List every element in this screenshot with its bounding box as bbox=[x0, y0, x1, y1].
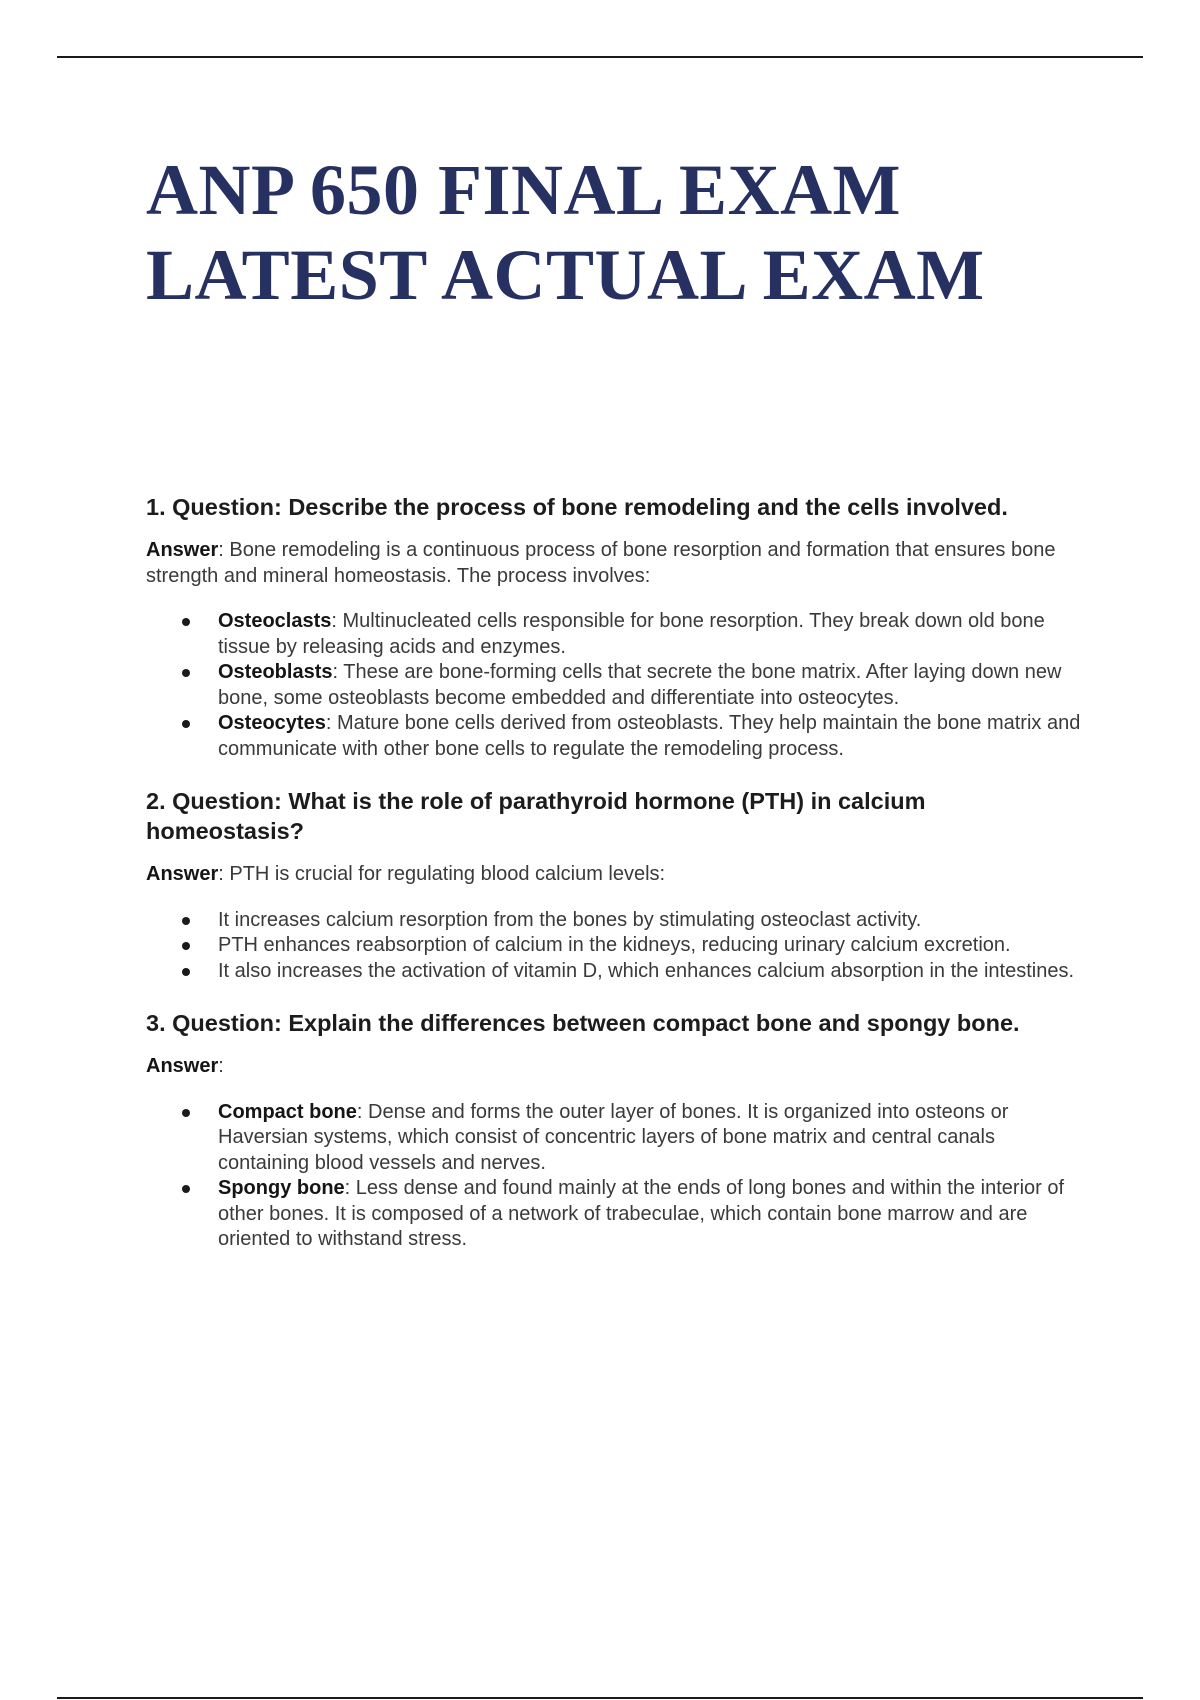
answer-paragraph bbox=[146, 1054, 1086, 1080]
item-text: : Multinucleated cells responsible for bone resorption. They break down old bone tissue by releasing acids and enzymes. bbox=[218, 610, 1045, 658]
list-item bbox=[218, 959, 1086, 985]
bullet-icon bbox=[182, 1185, 190, 1193]
item-text: It increases calcium resorption from the bones by stimulating osteoclast activity. bbox=[218, 908, 922, 931]
answer-label: Answer bbox=[146, 863, 219, 885]
answer-text: : Bone remodeling is a continuous process of bone resorption and formation that ensures bone strength and mineral homeostasis. The process involves: bbox=[146, 539, 1056, 587]
item-text: It also increases the activation of vitamin D, which enhances calcium absorption in the intestines. bbox=[218, 959, 1074, 982]
list-item bbox=[218, 711, 1086, 762]
question-3 bbox=[146, 1008, 1086, 1253]
list-item bbox=[218, 609, 1086, 660]
answer-paragraph bbox=[146, 538, 1086, 589]
item-text: PTH enhances reabsorption of calcium in the kidneys, reducing urinary calcium excretion. bbox=[218, 934, 1011, 956]
bullet-icon bbox=[182, 968, 190, 976]
item-text: : Dense and forms the outer layer of bones. It is organized into osteons or Haversian systems, which consist of concentric layers of bone matrix and central canals containing blood vessels and nerves. bbox=[218, 1100, 1009, 1174]
question-1 bbox=[146, 492, 1086, 762]
item-term: Spongy bone bbox=[218, 1177, 345, 1199]
bullet-icon bbox=[182, 669, 190, 677]
answer-list bbox=[146, 1100, 1086, 1253]
bullet-icon bbox=[182, 917, 190, 925]
answer-paragraph bbox=[146, 862, 1086, 888]
item-term: Osteocytes bbox=[218, 712, 326, 734]
item-term: Osteoclasts bbox=[218, 610, 332, 632]
answer-list bbox=[146, 609, 1086, 762]
list-item bbox=[218, 1176, 1086, 1253]
answer-list bbox=[146, 908, 1086, 985]
bullet-icon bbox=[182, 720, 190, 728]
question-2 bbox=[146, 786, 1086, 984]
bottom-rule bbox=[57, 1697, 1143, 1699]
question-heading: 3. Question: Explain the differences between compact bone and spongy bone. bbox=[146, 1010, 1020, 1036]
list-item bbox=[218, 660, 1086, 711]
item-term: Osteoblasts bbox=[218, 661, 333, 683]
title-line-1: ANP 650 FINAL EXAM bbox=[146, 150, 902, 230]
bullet-icon bbox=[182, 618, 190, 626]
list-item bbox=[218, 1100, 1086, 1177]
item-text: : Mature bone cells derived from osteoblasts. They help maintain the bone matrix and communicate with other bone cells to regulate the remodeling process. bbox=[218, 712, 1081, 760]
item-text: : These are bone-forming cells that secrete the bone matrix. After laying down new bone, some osteoblasts become embedded and differentiate into osteocytes. bbox=[218, 661, 1062, 709]
answer-text: : PTH is crucial for regulating blood calcium levels: bbox=[218, 863, 666, 885]
answer-text: : bbox=[218, 1055, 224, 1077]
document-title bbox=[146, 148, 1106, 318]
bullet-icon bbox=[182, 942, 190, 950]
answer-label: Answer bbox=[146, 1055, 219, 1077]
exam-content bbox=[146, 492, 1086, 1277]
answer-label: Answer bbox=[146, 539, 219, 561]
item-text: : Less dense and found mainly at the ends of long bones and within the interior of other bones. It is composed of a network of trabeculae, which contain bone marrow and are oriented to withstand stress. bbox=[218, 1177, 1065, 1250]
bullet-icon bbox=[182, 1109, 190, 1117]
question-heading: 2. Question: What is the role of parathyroid hormone (PTH) in calcium homeostasis? bbox=[146, 788, 926, 844]
item-term: Compact bone bbox=[218, 1100, 357, 1123]
title-line-2: LATEST ACTUAL EXAM bbox=[146, 235, 985, 315]
list-item bbox=[218, 933, 1086, 959]
list-item bbox=[218, 908, 1086, 934]
top-rule bbox=[57, 56, 1143, 58]
question-heading: 1. Question: Describe the process of bone remodeling and the cells involved. bbox=[146, 494, 1008, 520]
